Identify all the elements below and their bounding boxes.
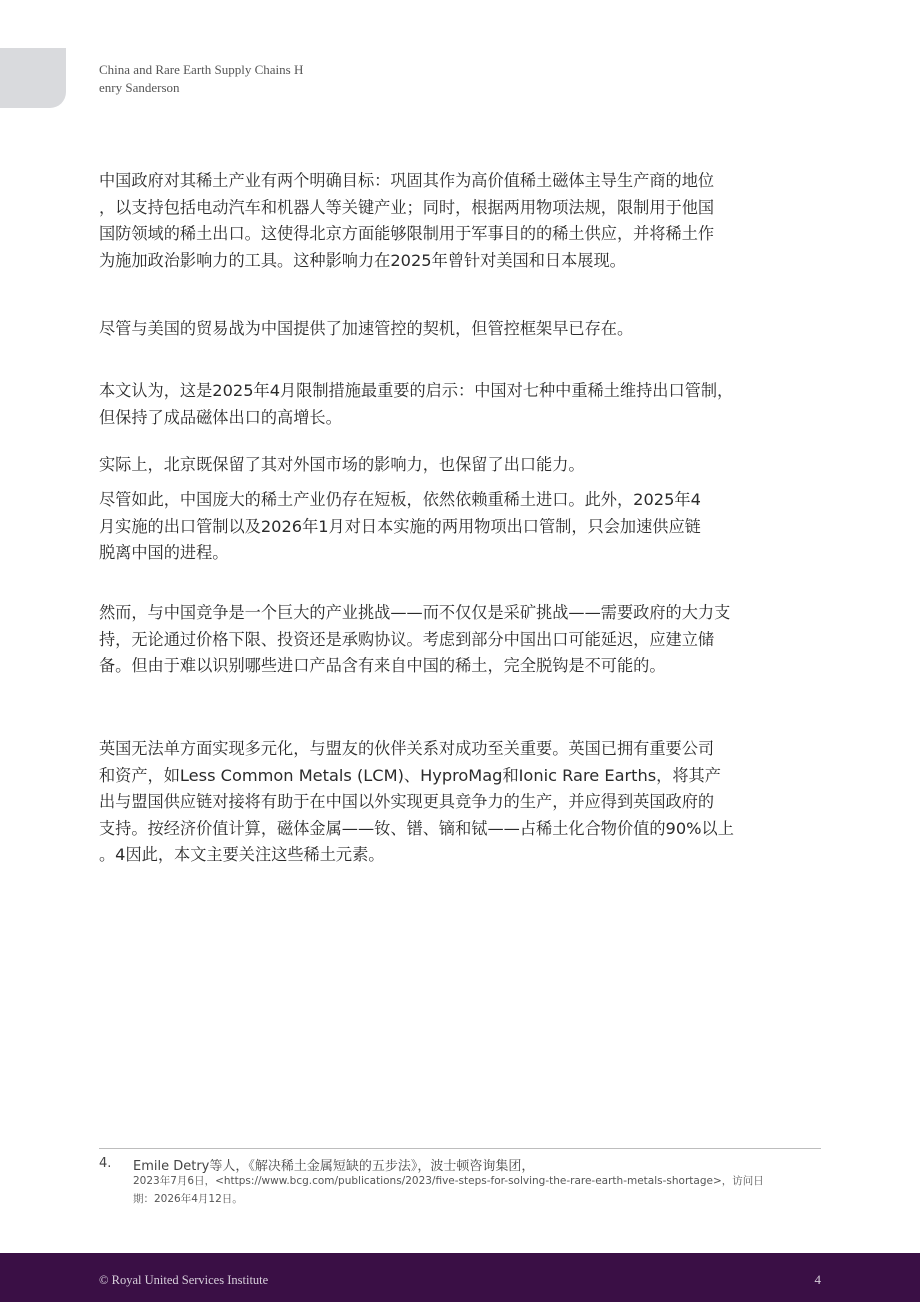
body-paragraph xyxy=(99,736,827,869)
running-header-line: China and Rare Earth Supply Chains H xyxy=(99,62,304,77)
body-paragraph xyxy=(99,168,827,274)
footnote-number: 4. xyxy=(99,1156,112,1171)
body-paragraph xyxy=(99,452,827,479)
paragraph-line: 但保持了成品磁体出口的高增长。 xyxy=(99,407,342,427)
paragraph-line: 尽管如此，中国庞大的稀土产业仍存在短板，依然依赖重稀土进口。此外，2025年4 xyxy=(99,490,701,509)
paragraph-line: 和资产，如Less Common Metals (LCM)、HyproMag和Ionic Rare Earths，将其产 xyxy=(99,765,721,785)
footnote-access-date: 期：2026年4月12日。 xyxy=(133,1193,243,1205)
running-header xyxy=(99,61,359,97)
footnote-details xyxy=(133,1172,833,1208)
page-number: 4 xyxy=(814,1272,821,1287)
body-paragraph xyxy=(99,316,827,343)
paragraph-line: 中国政府对其稀土产业有两个明确目标：巩固其作为高价值稀土磁体主导生产商的地位 xyxy=(99,171,715,190)
running-header-line: enry Sanderson xyxy=(99,80,180,95)
paragraph-line: 支持。按经济价值计算，磁体金属——钕、镨、镝和铽——占稀土化合物价值的90%以上 xyxy=(99,818,734,838)
body-paragraph xyxy=(99,378,827,431)
page-footer xyxy=(0,1253,920,1302)
corner-tab xyxy=(0,48,66,108)
footnote-divider xyxy=(99,1148,821,1149)
footnote-citation: Emile Detry等人，《解决稀土金属短缺的五步法》，波士顿咨询集团， xyxy=(133,1159,535,1174)
paragraph-line: 。4因此，本文主要关注这些稀土元素。 xyxy=(99,845,385,864)
paragraph-line: 月实施的出口管制以及2026年1月对日本实施的两用物项出口管制，只会加速供应链 xyxy=(99,516,701,536)
body-paragraph xyxy=(99,600,827,680)
body-paragraph xyxy=(99,487,827,567)
paragraph-line: 本文认为，这是2025年4月限制措施最重要的启示：中国对七种中重稀土维持出口管制， xyxy=(99,381,734,400)
footnote-url-line: 2023年7月6日，<https://www.bcg.com/publications/2023/five-steps-for-solving-the-rare-earth-metals-shortage>，访问日 xyxy=(133,1175,764,1187)
copyright-text: © Royal United Services Institute xyxy=(99,1273,269,1287)
paragraph-line: 持，无论通过价格下限、投资还是承购协议。考虑到部分中国出口可能延迟，应建立储 xyxy=(99,629,715,649)
paragraph-line: 然而，与中国竞争是一个巨大的产业挑战——而不仅仅是采矿挑战——需要政府的大力支 xyxy=(99,603,731,622)
paragraph-line: 尽管与美国的贸易战为中国提供了加速管控的契机，但管控框架早已存在。 xyxy=(99,319,634,338)
paragraph-line: 脱离中国的进程。 xyxy=(99,543,229,562)
paragraph-line: 英国无法单方面实现多元化，与盟友的伙伴关系对成功至关重要。英国已拥有重要公司 xyxy=(99,739,715,758)
paragraph-line: 出与盟国供应链对接将有助于在中国以外实现更具竞争力的生产，并应得到英国政府的 xyxy=(99,792,715,811)
paragraph-line: 国防领域的稀土出口。这使得北京方面能够限制用于军事目的的稀土供应，并将稀土作 xyxy=(99,224,715,243)
paragraph-line: ，以支持包括电动汽车和机器人等关键产业；同时，根据两用物项法规，限制用于他国 xyxy=(99,197,715,217)
paragraph-line: 为施加政治影响力的工具。这种影响力在2025年曾针对美国和日本展现。 xyxy=(99,250,626,270)
paragraph-line: 备。但由于难以识别哪些进口产品含有来自中国的稀土，完全脱钩是不可能的。 xyxy=(99,656,666,675)
paragraph-line: 实际上，北京既保留了其对外国市场的影响力，也保留了出口能力。 xyxy=(99,455,585,474)
